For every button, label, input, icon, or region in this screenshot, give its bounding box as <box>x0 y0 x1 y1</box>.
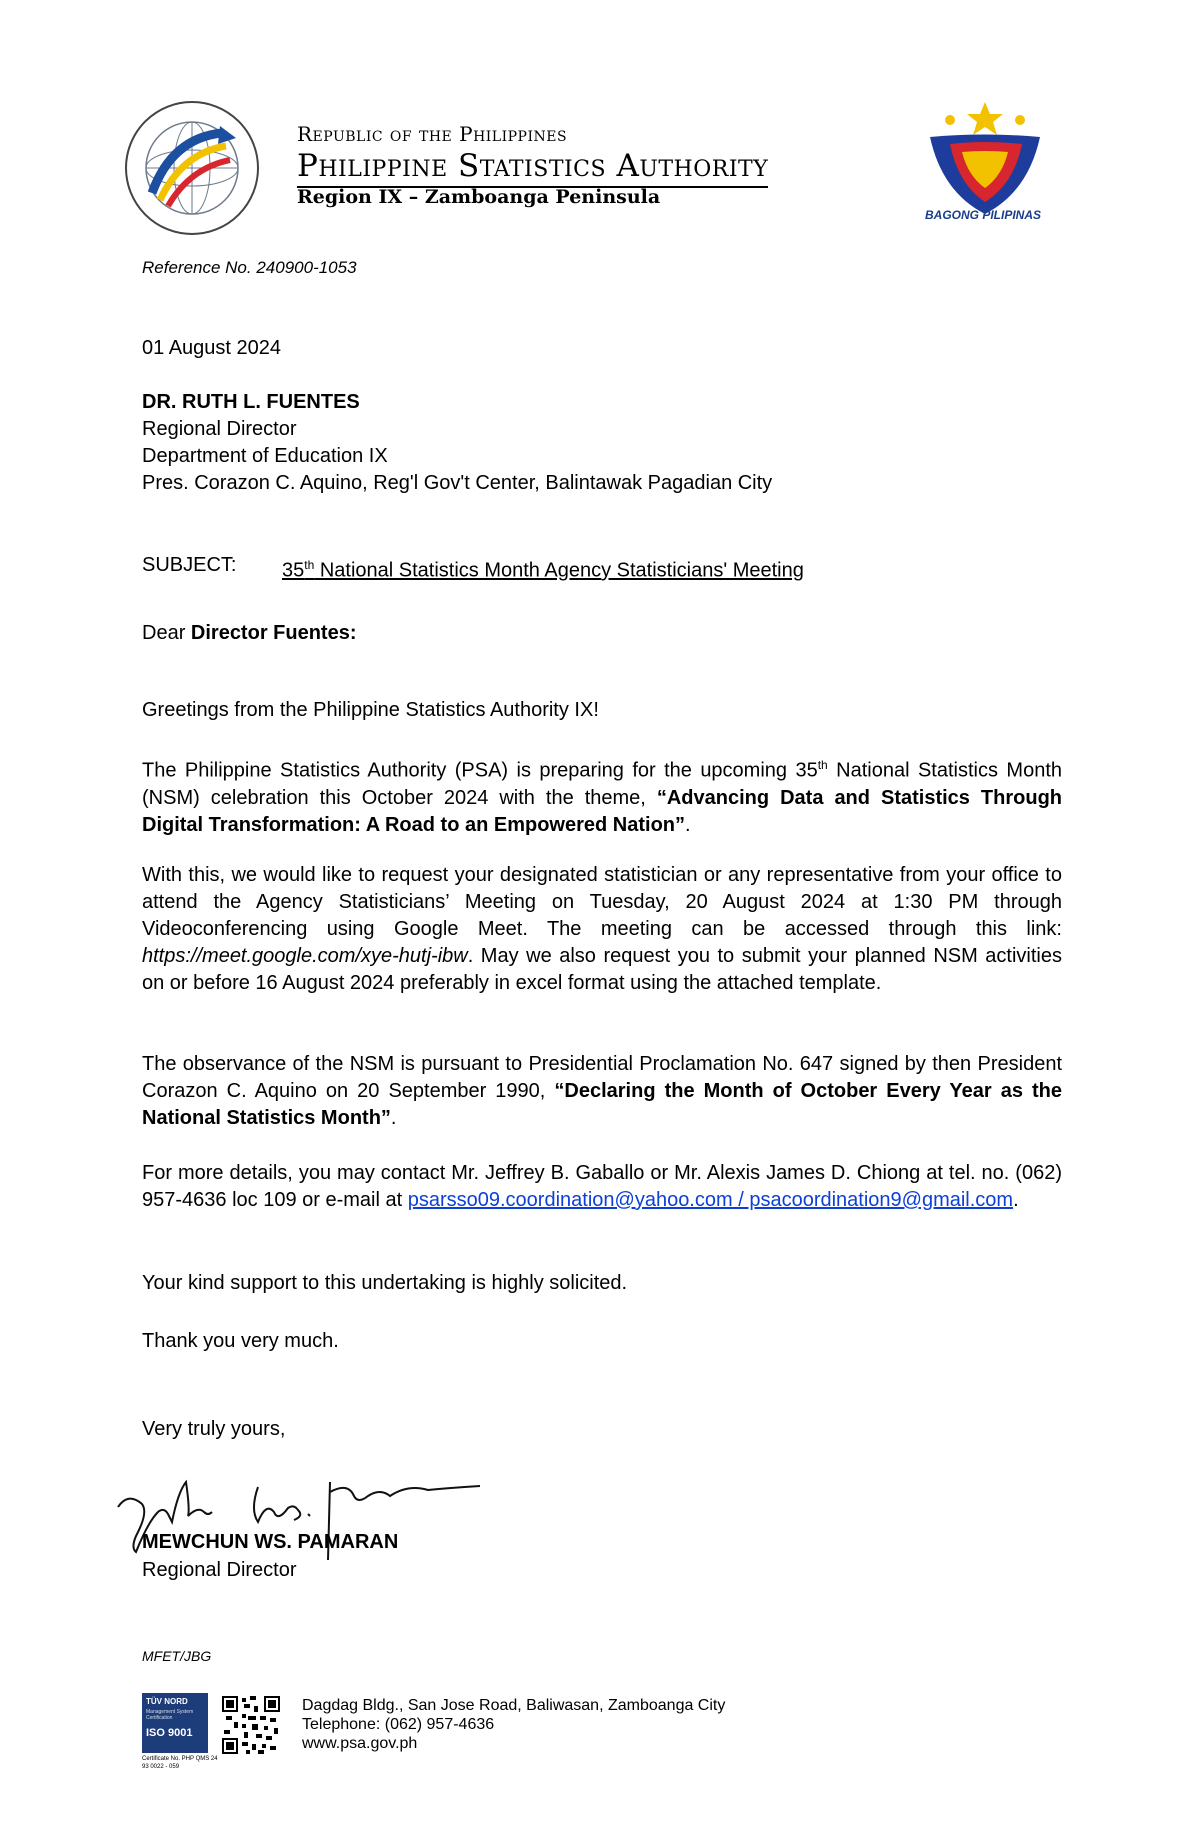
qr-code-icon <box>222 1696 280 1754</box>
subject-value <box>282 552 804 585</box>
iso-certification-badge <box>142 1693 208 1753</box>
paragraph-contact <box>142 1160 1062 1214</box>
p1-text-b: National Statistics Month (NSM) celebration this October 2024 with the theme, <box>142 759 1063 809</box>
p3-end: . <box>390 1107 397 1129</box>
recipient-name: DR. RUTH L. FUENTES <box>142 391 360 413</box>
subject-line <box>142 552 804 582</box>
iso-label: ISO 9001 <box>146 1727 193 1739</box>
p1-text-a: The Philippine Statistics Authority (PSA) is preparing for the upcoming 35 <box>142 759 818 782</box>
region-heading: Region IX – Zamboanga Peninsula <box>297 186 661 208</box>
reference-initials: MFET/JBG <box>142 1648 212 1664</box>
iso-brand: TÜV NORD <box>146 1697 188 1706</box>
paragraph-nsm <box>142 752 1062 839</box>
signer-name: MEWCHUN WS. PAMARAN <box>142 1531 399 1553</box>
iso-small-text: Management System Certification <box>146 1709 194 1721</box>
recipient-address: Pres. Corazon C. Aquino, Reg'l Gov't Center, Balintawak Pagadian City <box>142 472 773 494</box>
paragraph-support: Your kind support to this undertaking is highly solicited. <box>142 1272 628 1294</box>
signer-title: Regional Director <box>142 1559 297 1581</box>
bagong-pilipinas-logo <box>910 92 1060 222</box>
recipient-office: Department of Education IX <box>142 445 388 467</box>
footer-address: Dagdag Bldg., San Jose Road, Baliwasan, Zamboanga City <box>302 1697 726 1714</box>
republic-heading: Republic of the Philippines <box>297 122 568 146</box>
closing: Very truly yours, <box>142 1418 286 1440</box>
meet-link[interactable]: https://meet.google.com/xye-hutj-ibw <box>142 945 468 967</box>
p1-theme: “Advancing Data and Statistics Through Digital Transformation: A Road to an Empowered Nation” <box>142 786 1062 836</box>
paragraph-proclamation <box>142 1051 1062 1132</box>
subject-ordinal-suffix: th <box>304 558 315 572</box>
paragraph-thanks: Thank you very much. <box>142 1330 339 1352</box>
p3-text-a: The observance of the NSM is pursuant to Presidential Proclamation No. 647 signed by then President Corazon C. Aquino on 20 September 1990, <box>142 1053 1062 1102</box>
bagong-pilipinas-label: BAGONG PILIPINAS <box>924 208 1041 222</box>
p1-end: . <box>685 813 691 836</box>
salutation-name: Director Fuentes: <box>190 622 357 644</box>
p2-text-a: With this, we would like to request your designated statistician or any representative from your office to attend the Agency Statisticians’ Meeting on Tuesday, 20 August 2024 at 1:30 PM through Videoconferencing using Google Meet. The meeting can be accessed through this link: <box>142 864 1062 940</box>
recipient-block <box>142 389 772 497</box>
p3-bold: “Declaring the Month of October Every Year as the National Statistics Month” <box>142 1080 1063 1129</box>
paragraph-meeting <box>142 862 1062 997</box>
agency-heading: Philippine Statistics Authority <box>297 148 768 188</box>
greeting-paragraph: Greetings from the Philippine Statistics Authority IX! <box>142 699 599 721</box>
letter-date: 01 August 2024 <box>142 337 282 359</box>
footer-contact <box>302 1696 725 1753</box>
footer-telephone: Telephone: (062) 957-4636 <box>302 1716 495 1733</box>
recipient-title: Regional Director <box>142 418 297 440</box>
footer-website[interactable]: www.psa.gov.ph <box>302 1735 418 1752</box>
subject-label: SUBJECT: <box>142 554 237 576</box>
psa-seal-logo <box>122 98 262 238</box>
subject-ordinal: 35 <box>282 559 305 582</box>
p2-text-b: . May we also request you to submit your planned NSM activities on or before 16 August 2024 preferably in excel format using the attached template. <box>142 945 1062 994</box>
subject-text: National Statistics Month Agency Statisticians' Meeting <box>314 559 804 582</box>
salutation-prefix: Dear <box>142 622 191 644</box>
email-link[interactable]: psarsso09.coordination@yahoo.com / psacoordination9@gmail.com <box>407 1189 1014 1211</box>
salutation <box>142 620 357 647</box>
p4-end: . <box>1013 1189 1019 1211</box>
p4-text-a: For more details, you may contact Mr. Jeffrey B. Gaballo or Mr. Alexis James D. Chiong at tel. no. (062) 957-4636 loc 109 or e-mail at <box>142 1162 1062 1211</box>
reference-number: Reference No. 240900-1053 <box>142 258 357 277</box>
iso-certificate-number: Certificate No. PHP QMS 24 93 0022 - 059 <box>142 1756 218 1770</box>
p1-superscript: th <box>817 758 828 772</box>
